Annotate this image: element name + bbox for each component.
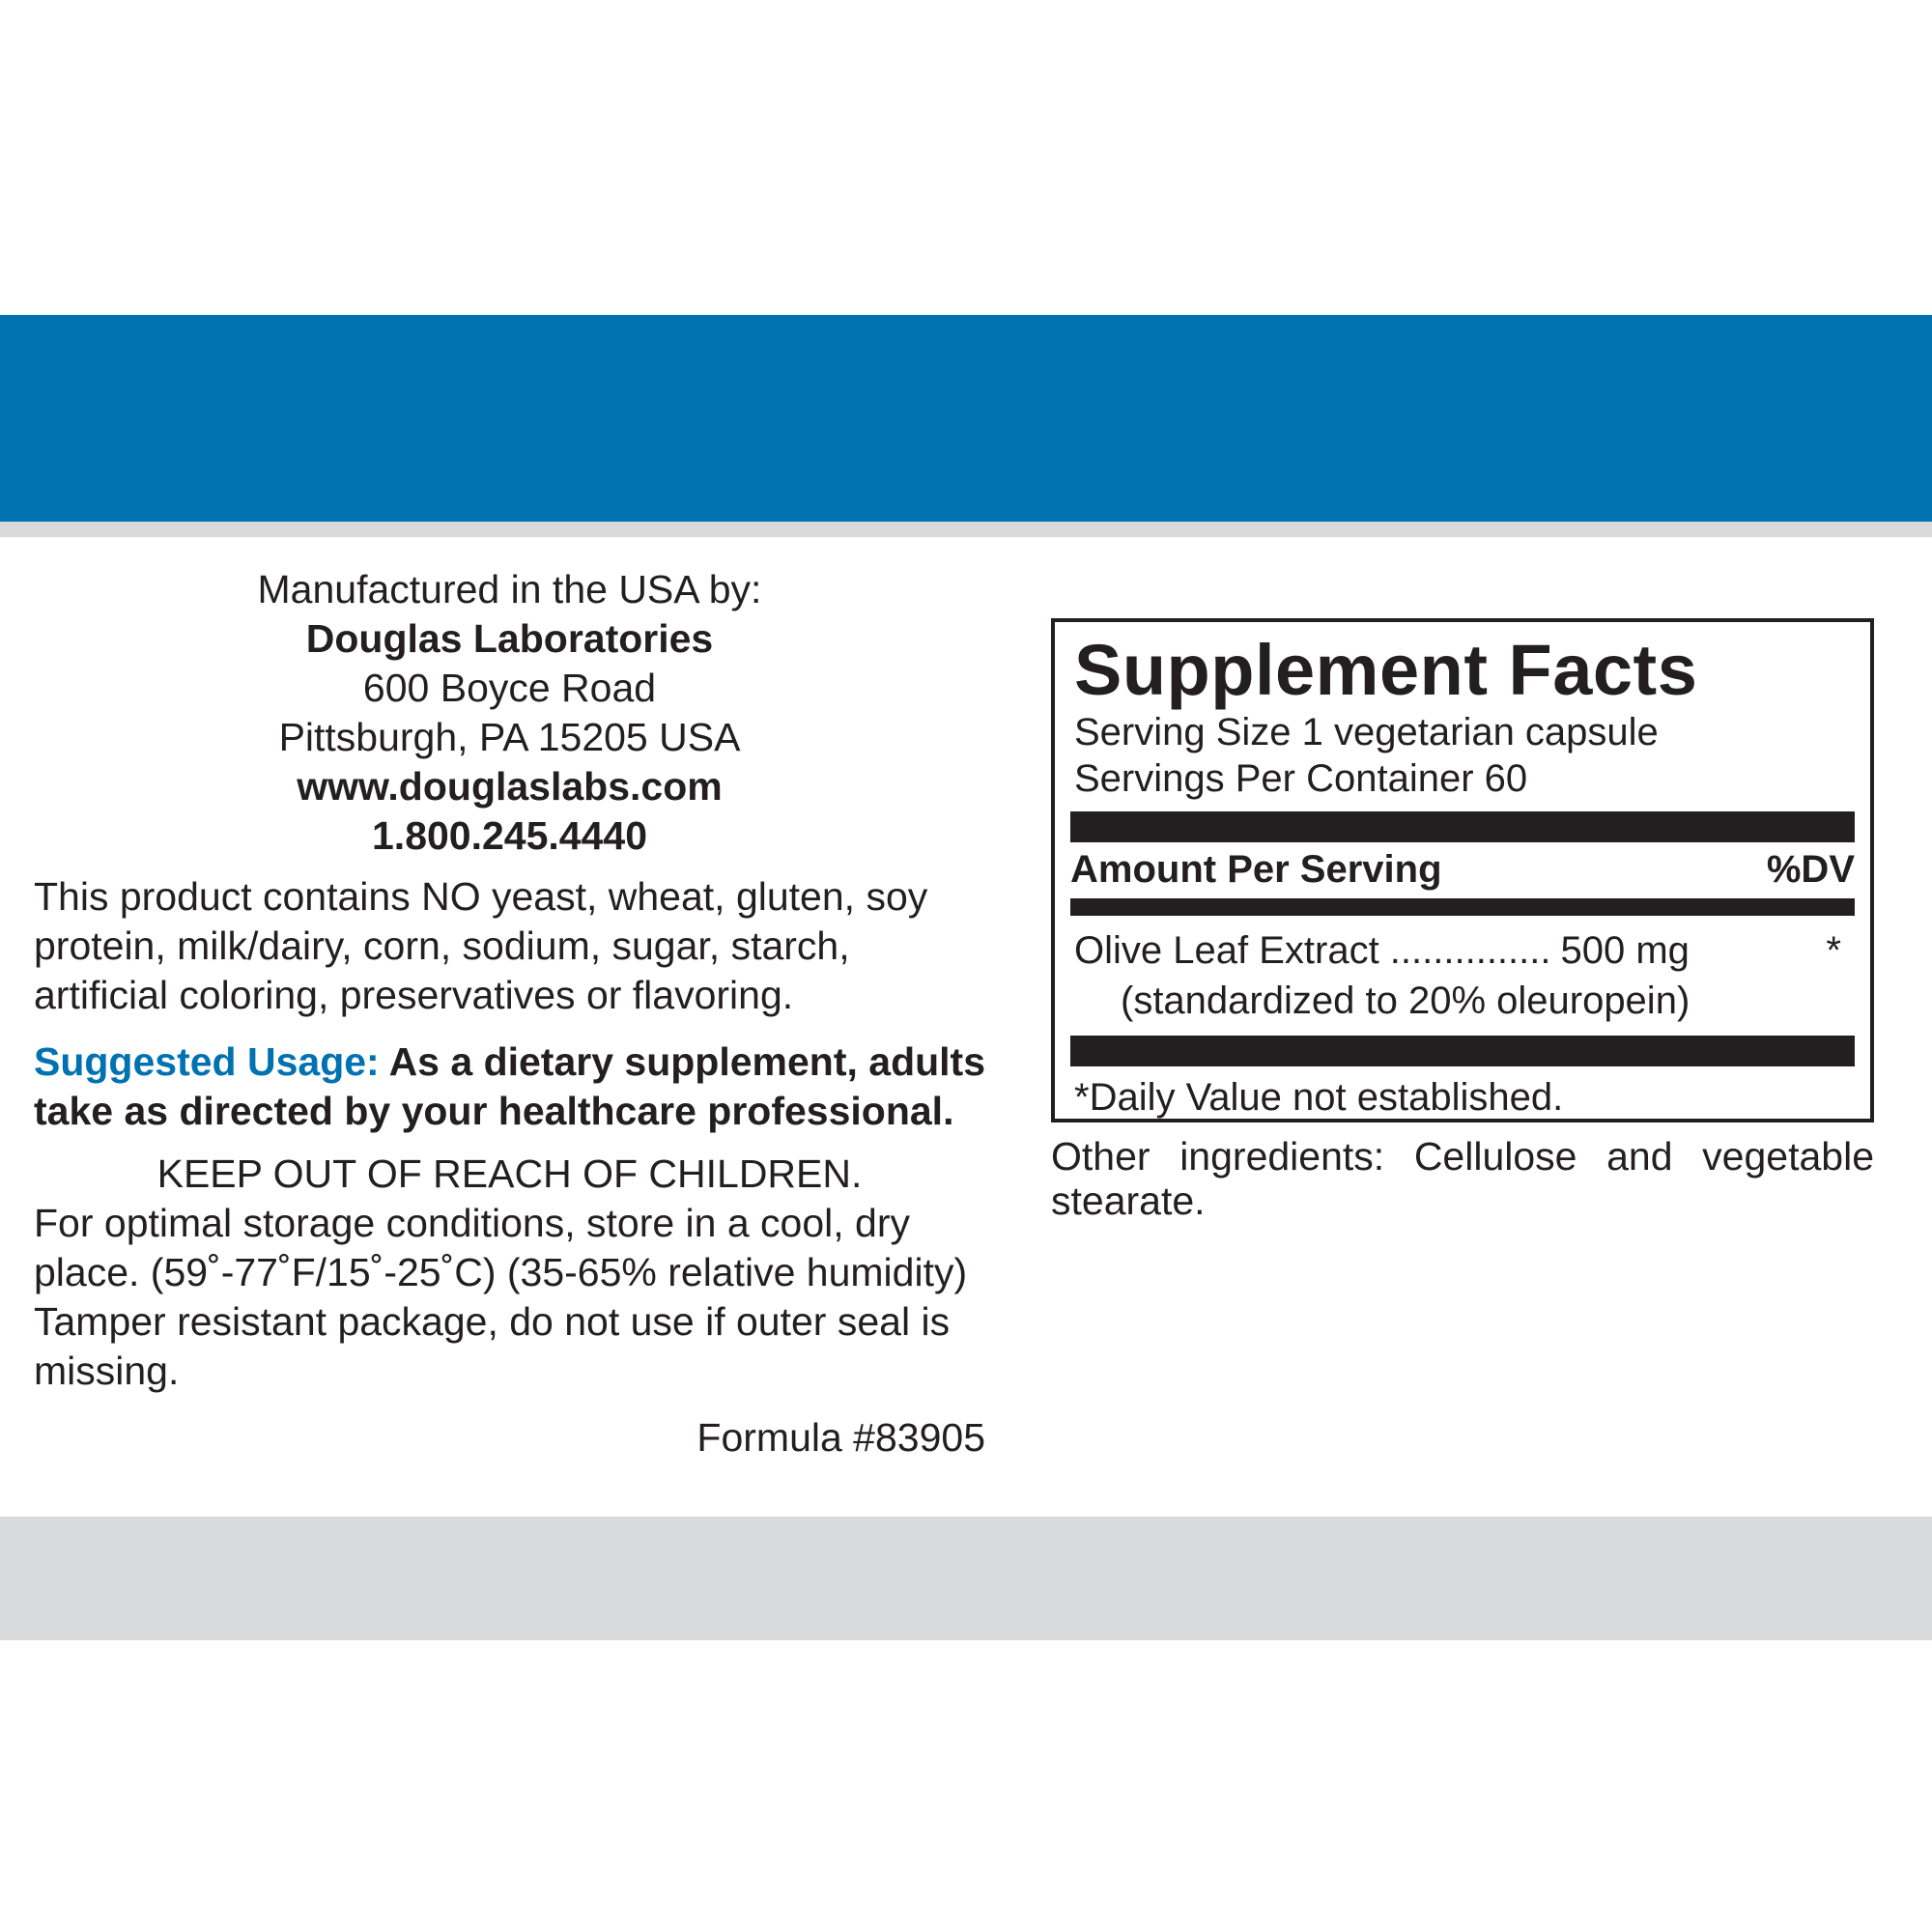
servings-per-container: Servings Per Container 60 (1074, 757, 1528, 800)
ingredient-name: Olive Leaf Extract ............... (1074, 929, 1551, 972)
medium-divider (1070, 898, 1855, 916)
suggested-usage (34, 1037, 985, 1136)
other-ingredients: Other ingredients: Cellulose and vegetable stearate. (1051, 1134, 1874, 1223)
footer-gray-band (0, 1517, 1932, 1640)
suggested-usage-text: As a dietary supplement, adults take as directed by your healthcare professional. (34, 1039, 986, 1133)
manufacturer-intro: Manufactured in the USA by: (257, 567, 762, 611)
manufacturer-city: Pittsburgh, PA 15205 USA (278, 715, 741, 759)
dv-header: %DV (1766, 848, 1855, 891)
ingredient-row (1074, 925, 1855, 976)
ingredient-dv: * (1826, 929, 1841, 972)
serving-size: Serving Size 1 vegetarian capsule (1074, 711, 1659, 753)
supplement-facts-panel (1051, 618, 1874, 1122)
amount-header-row (1070, 846, 1855, 893)
amount-per-serving-header: Amount Per Serving (1070, 848, 1442, 891)
thick-divider (1070, 811, 1855, 842)
manufacturer-street: 600 Boyce Road (362, 666, 657, 710)
manufacturer-block (34, 565, 985, 861)
formula-number: Formula #83905 (696, 1415, 985, 1460)
suggested-usage-label: Suggested Usage: (34, 1039, 380, 1084)
header-gray-stripe (0, 522, 1932, 537)
ingredient-amount: 500 mg (1560, 929, 1690, 972)
daily-value-footnote: *Daily Value not established. (1074, 1076, 1564, 1119)
ingredient-standardization-note: (standardized to 20% oleuropein) (1121, 980, 1690, 1022)
manufacturer-website: www.douglaslabs.com (297, 764, 723, 809)
thick-divider-bottom (1070, 1036, 1855, 1066)
supplement-facts-title: Supplement Facts (1074, 630, 1698, 710)
label-left-column (34, 565, 985, 1463)
child-warning: KEEP OUT OF REACH OF CHILDREN. (156, 1151, 863, 1196)
header-blue-band (0, 315, 1932, 522)
manufacturer-name: Douglas Laboratories (305, 616, 714, 661)
free-from-statement: This product contains NO yeast, wheat, gluten, soy protein, milk/dairy, corn, sodium, sugar, starch, artificial coloring, preservatives or flavoring. (34, 874, 928, 1017)
storage-instructions: For optimal storage conditions, store in a cool, dry place. (59˚-77˚F/15˚-25˚C) (35-65% relative humidity) Tamper resistant package, do not use if outer seal is missing. (34, 1201, 968, 1393)
manufacturer-phone: 1.800.245.4440 (372, 813, 647, 858)
